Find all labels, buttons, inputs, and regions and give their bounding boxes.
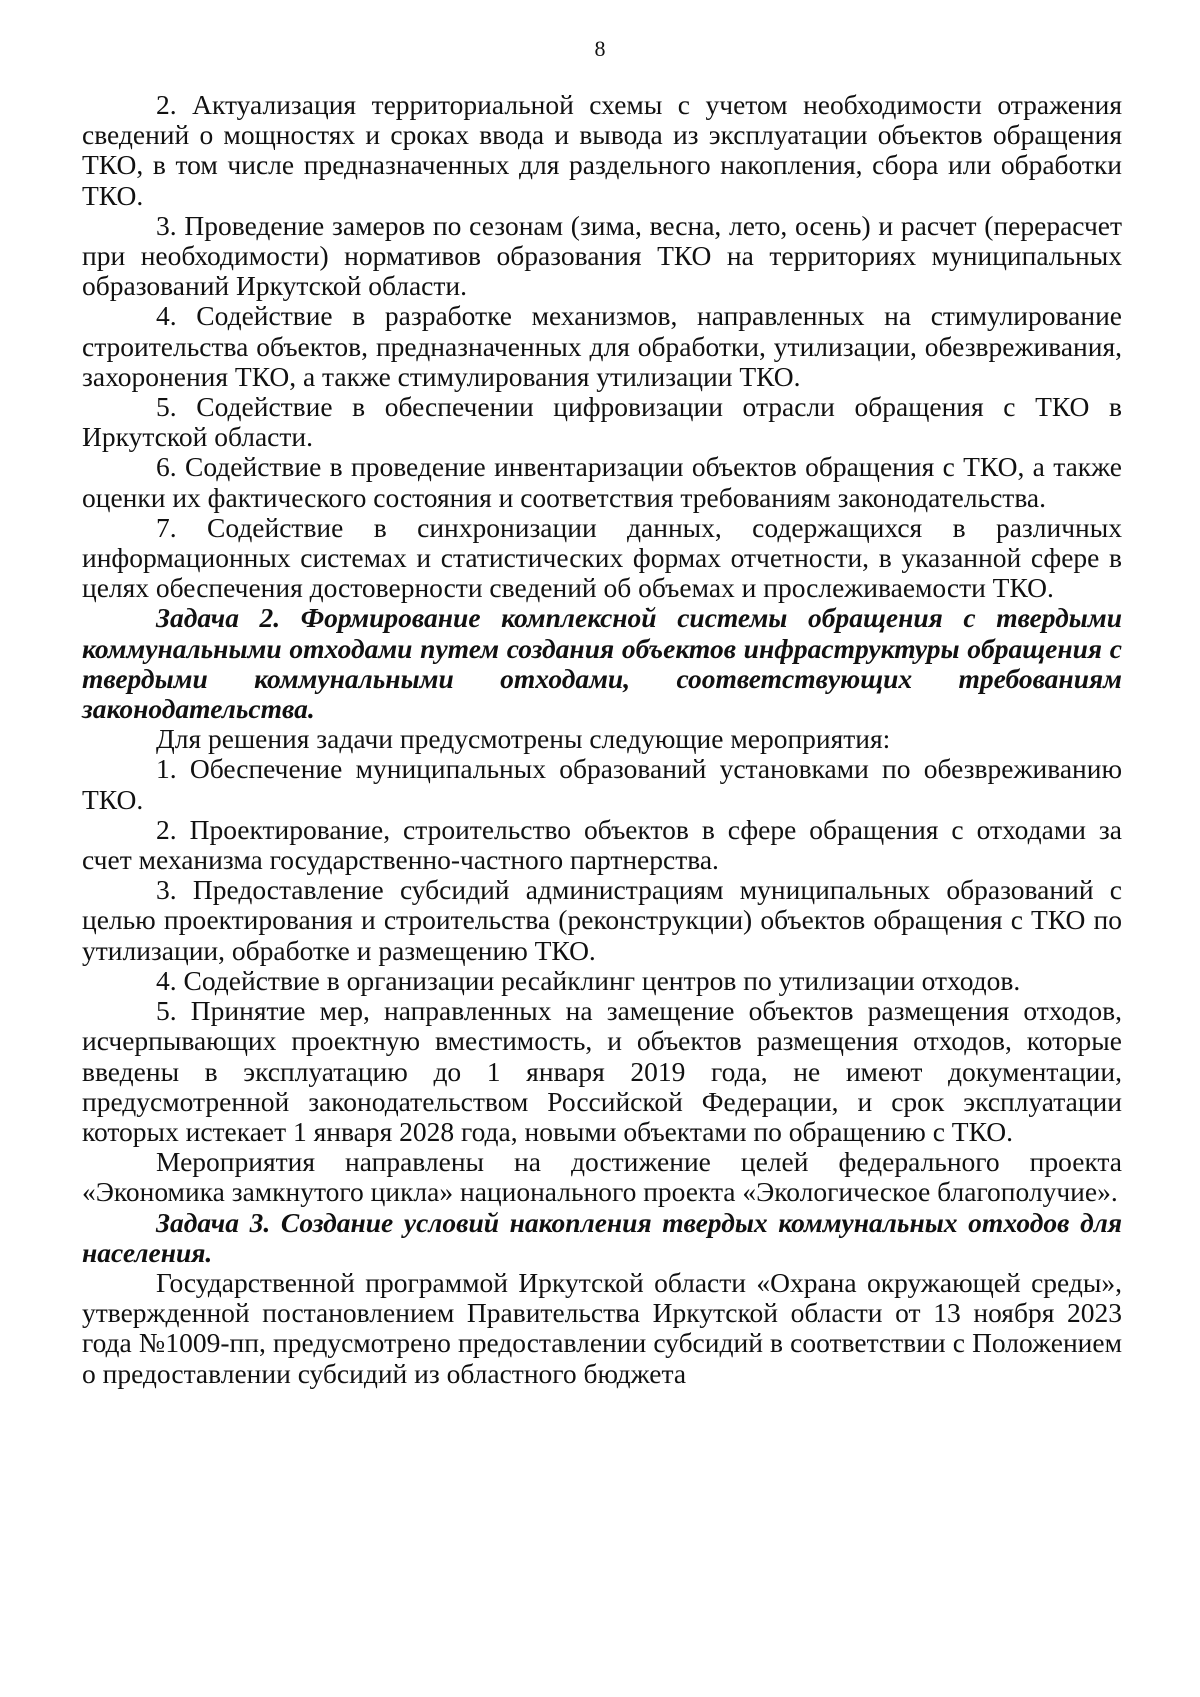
paragraph-item-7: 7. Содействие в синхронизации данных, содержащихся в различных информационных системах и статистических формах отчетности, в указанной сфере в целях обеспечения достоверности сведений об объемах и прослеживаемости ТКО.: [82, 511, 1122, 604]
paragraph-item-4: 4. Содействие в разработке механизмов, направленных на стимулирование строительства объектов, предназначенных для обработки, утилизации, обезвреживания, захоронения ТКО, а также стимулирования утилизации ТКО.: [82, 300, 1122, 392]
measure-item-3: 3. Предоставление субсидий администрациям муниципальных образований с целью проектирования и строительства (реконструкции) объектов обращения с ТКО по утилизации, обработке и размещению ТКО.: [82, 874, 1122, 966]
paragraph-item-3: 3. Проведение замеров по сезонам (зима, весна, лето, осень) и расчет (перерасчет при необходимости) нормативов образования ТКО на территориях муниципальных образований Иркутской области.: [82, 209, 1122, 302]
page-number: 8: [594, 36, 606, 61]
paragraph-item-6: 6. Содействие в проведение инвентаризации объектов обращения с ТКО, а также оценки их фактического состояния и соответствия требованиям законодательства.: [82, 451, 1122, 513]
measures-intro: Для решения задачи предусмотрены следующие мероприятия:: [156, 723, 891, 755]
paragraph-item-5: 5. Содействие в обеспечении цифровизации отрасли обращения с ТКО в Иркутской области.: [82, 391, 1122, 453]
measure-item-5: 5. Принятие мер, направленных на замещение объектов размещения отходов, исчерпывающих проектную вместимость, и объектов размещения отходов, которые введены в эксплуатацию до 1 января 2019 года, не имеют документации, предусмотренной законодательством Российской Федерации, и срок эксплуатации которых истекает 1 января 2028 года, новыми объектами по обращению с ТКО.: [82, 995, 1122, 1147]
measure-item-4: 4. Содействие в организации ресайклинг центров по утилизации отходов.: [156, 964, 1021, 996]
federal-project-note: Мероприятия направлены на достижение целей федерального проекта «Экономика замкнутого цикла» национального проекта «Экологическое благополучие».: [82, 1146, 1122, 1208]
state-program-paragraph: Государственной программой Иркутской области «Охрана окружающей среды», утвержденной постановлением Правительства Иркутской области от 13 ноября 2023 года №1009-пп, предусмотрено предоставлении субсидий в соответствии с Положением о предоставлении субсидий из областного бюджета: [82, 1266, 1122, 1389]
measure-item-2: 2. Проектирование, строительство объектов в сфере обращения с отходами за счет механизма государственно-частного партнерства.: [82, 813, 1122, 876]
task-3-heading: Задача 3. Создание условий накопления твердых коммунальных отходов для населения.: [82, 1206, 1122, 1268]
document-body: [82, 90, 1122, 1389]
task-2-heading: Задача 2. Формирование комплексной системы обращения с твердыми коммунальными отходами путем создания объектов инфраструктуры обращения с твердыми коммунальными отходами, соответствующих требованиям законодательства.: [82, 602, 1122, 725]
paragraph-item-2: 2. Актуализация территориальной схемы с учетом необходимости отражения сведений о мощностях и сроках ввода и вывода из эксплуатации объектов обращения ТКО, в том числе предназначенных для раздельного накопления, сбора или обработки ТКО.: [82, 89, 1122, 211]
measure-item-1: 1. Обеспечение муниципальных образований установками по обезвреживанию ТКО.: [82, 753, 1122, 815]
